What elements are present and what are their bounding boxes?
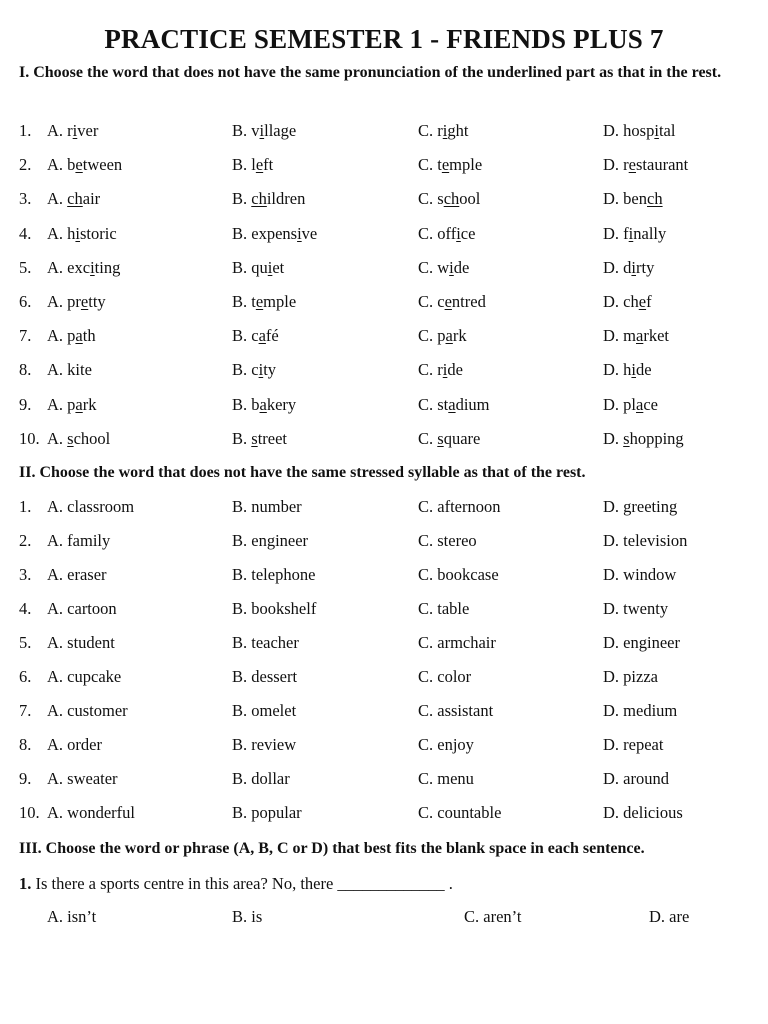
question-number: 5. — [19, 257, 32, 277]
option-d: D. shopping — [603, 428, 684, 448]
underlined-part: a — [636, 394, 644, 414]
underlined-part: e — [80, 292, 89, 311]
underlined-part: i — [442, 121, 448, 140]
question-row — [0, 223, 768, 247]
option-c: C. square — [418, 428, 481, 448]
question-number: 3. — [19, 565, 32, 584]
underlined-part: ch — [251, 189, 267, 209]
question-row — [0, 154, 768, 178]
question-row — [0, 734, 768, 758]
underlined-part: a — [636, 326, 644, 346]
option-a: A. sweater — [47, 769, 118, 788]
underlined-part: i — [449, 257, 454, 277]
option-b: B. café — [232, 326, 279, 346]
question-row — [0, 564, 768, 588]
option-d: D. greeting — [603, 497, 678, 516]
question-row — [0, 257, 768, 281]
option-a: A. cupcake — [47, 667, 122, 686]
section-2-heading: II. Choose the word that does not have the same stressed syllable as that of the rest. — [19, 464, 586, 481]
underlined-part: s — [251, 428, 258, 448]
option-a: A. classroom — [47, 497, 135, 516]
option-c: C. bookcase — [418, 565, 499, 584]
underlined-part: e — [638, 292, 647, 311]
question-row — [0, 120, 768, 144]
answer-option-a: A. isn’t — [47, 907, 97, 926]
underlined-part: s — [67, 428, 74, 448]
option-b: B. bakery — [232, 394, 297, 414]
option-c: C. menu — [418, 769, 474, 788]
question-number: 8. — [19, 360, 32, 380]
option-a: A. student — [47, 633, 115, 652]
option-d: D. chef — [603, 292, 652, 311]
answer-option-d: D. are — [649, 907, 690, 926]
underlined-part: e — [255, 292, 264, 311]
question-number: 6. — [19, 292, 32, 311]
underlined-part: s — [437, 428, 444, 448]
underlined-part: a — [448, 394, 456, 414]
option-c: C. color — [418, 667, 472, 686]
option-b: B. popular — [232, 803, 302, 822]
page-title: PRACTICE SEMESTER 1 - FRIENDS PLUS 7 — [104, 24, 664, 54]
option-a: A. park — [47, 394, 97, 414]
underlined-part: i — [75, 223, 81, 243]
question-number: 7. — [19, 701, 32, 720]
option-c: C. afternoon — [418, 497, 501, 516]
option-b: B. street — [232, 428, 287, 448]
question-row — [0, 496, 768, 520]
option-a: A. family — [47, 531, 111, 550]
question-row — [0, 188, 768, 212]
underlined-part: i — [72, 121, 78, 140]
underlined-part: e — [628, 155, 636, 175]
option-d: D. around — [603, 769, 669, 788]
option-d: D. restaurant — [603, 155, 689, 175]
question-number: 3. — [19, 189, 32, 209]
underlined-part: i — [297, 223, 302, 243]
underlined-part: i — [631, 257, 637, 277]
option-d: D. bench — [603, 189, 663, 209]
question-1 — [19, 873, 453, 895]
underlined-part: ch — [443, 189, 460, 209]
option-b: B. city — [232, 360, 277, 380]
underlined-part: a — [75, 326, 83, 346]
option-a: A. between — [47, 155, 123, 175]
underlined-part: ch — [67, 189, 83, 209]
underlined-part: a — [259, 394, 267, 414]
question-number: 2. — [19, 531, 32, 550]
underlined-part: a — [445, 326, 453, 346]
question-number: 5. — [19, 633, 32, 652]
question-row — [0, 530, 768, 554]
option-c: C. countable — [418, 803, 502, 822]
option-b: B. telephone — [232, 565, 316, 584]
question-row — [0, 666, 768, 690]
question-number: 1. — [19, 121, 32, 140]
option-a: A. order — [47, 735, 102, 754]
option-c: C. ride — [418, 360, 463, 380]
option-a: A. customer — [47, 701, 128, 720]
option-b: B. engineer — [232, 531, 309, 550]
option-c: C. school — [418, 189, 481, 209]
option-c: C. stadium — [418, 394, 490, 414]
question-row — [0, 598, 768, 622]
option-b: B. children — [232, 189, 306, 209]
option-d: D. twenty — [603, 599, 669, 618]
question-text: Is there a sports centre in this area? No, there _____________ . — [31, 874, 453, 893]
question-row — [0, 700, 768, 724]
option-b: B. quiet — [232, 257, 285, 277]
option-b: B. village — [232, 121, 297, 140]
option-c: C. assistant — [418, 701, 494, 720]
option-d: D. window — [603, 565, 677, 584]
underlined-part: e — [75, 155, 83, 175]
option-b: B. number — [232, 497, 302, 516]
option-c: C. centred — [418, 292, 486, 311]
underlined-part: i — [654, 121, 659, 140]
option-c: C. stereo — [418, 531, 477, 550]
option-d: D. medium — [603, 701, 678, 720]
question-row — [0, 632, 768, 656]
answer-option-b: B. is — [232, 907, 263, 926]
question-number: 1. — [19, 874, 32, 893]
underlined-part: i — [628, 223, 634, 243]
option-b: B. temple — [232, 292, 297, 311]
option-a: A. exciting — [47, 257, 121, 277]
question-number: 4. — [19, 223, 32, 243]
underlined-part: i — [631, 360, 637, 380]
option-d: D. market — [603, 326, 669, 346]
option-c: C. park — [418, 326, 467, 346]
option-b: B. omelet — [232, 701, 297, 720]
option-b: B. dollar — [232, 769, 290, 788]
option-b: B. expensive — [232, 223, 318, 243]
question-number: 8. — [19, 735, 32, 754]
option-d: D. dirty — [603, 257, 655, 277]
option-b: B. bookshelf — [232, 599, 317, 618]
option-a: A. path — [47, 326, 96, 346]
option-d: D. repeat — [603, 735, 664, 754]
option-c: C. armchair — [418, 633, 496, 652]
question-row — [0, 428, 768, 452]
option-d: D. hide — [603, 360, 652, 380]
answer-option-c: C. aren’t — [464, 907, 522, 926]
underlined-part: i — [456, 223, 461, 243]
underlined-part: i — [442, 360, 448, 380]
underlined-part: e — [444, 292, 452, 311]
underlined-part: i — [258, 360, 264, 380]
question-number: 10. — [19, 803, 40, 822]
option-a: A. pretty — [47, 292, 106, 311]
underlined-part: e — [255, 155, 264, 175]
question-number: 2. — [19, 155, 32, 175]
option-a: A. kite — [47, 360, 92, 380]
question-row — [0, 802, 768, 826]
option-d: D. place — [603, 394, 658, 414]
question-row — [0, 325, 768, 349]
underlined-part: s — [623, 428, 630, 448]
underlined-part: i — [259, 121, 265, 140]
option-a: A. river — [47, 121, 99, 140]
underlined-part: a — [258, 326, 266, 346]
option-c: C. wide — [418, 257, 470, 277]
option-d: D. engineer — [603, 633, 680, 652]
option-a: A. chair — [47, 189, 101, 209]
option-c: C. table — [418, 599, 470, 618]
question-number: 4. — [19, 599, 32, 618]
option-b: B. teacher — [232, 633, 299, 652]
option-b: B. left — [232, 155, 274, 175]
underlined-part: ch — [647, 189, 663, 209]
option-c: C. enjoy — [418, 735, 474, 754]
underlined-part: a — [75, 394, 83, 414]
option-a: A. eraser — [47, 565, 107, 584]
option-d: D. finally — [603, 223, 667, 243]
option-d: D. television — [603, 531, 688, 550]
option-c: C. right — [418, 121, 469, 140]
underlined-part: i — [267, 257, 273, 277]
question-number: 6. — [19, 667, 32, 686]
option-b: B. dessert — [232, 667, 298, 686]
section-3-heading: III. Choose the word or phrase (A, B, C or D) that best fits the blank space in each sentence. — [19, 840, 645, 857]
underlined-part: i — [90, 257, 95, 277]
question-row — [0, 291, 768, 315]
question-number: 9. — [19, 394, 32, 414]
option-b: B. review — [232, 735, 297, 754]
question-row — [0, 359, 768, 383]
section-1-heading: I. Choose the word that does not have the same pronunciation of the underlined part as that in the rest. — [19, 64, 722, 81]
option-c: C. temple — [418, 155, 483, 175]
option-d: D. pizza — [603, 667, 658, 686]
question-row — [0, 394, 768, 418]
question-number: 10. — [19, 428, 40, 448]
underlined-part: e — [441, 155, 450, 175]
question-number: 7. — [19, 326, 32, 346]
option-a: A. school — [47, 428, 111, 448]
question-row — [0, 768, 768, 792]
option-d: D. hospital — [603, 121, 676, 140]
option-a: A. wonderful — [47, 803, 135, 822]
question-number: 9. — [19, 769, 32, 788]
option-c: C. office — [418, 223, 476, 243]
question-number: 1. — [19, 497, 32, 516]
option-d: D. delicious — [603, 803, 683, 822]
option-a: A. cartoon — [47, 599, 117, 618]
option-a: A. historic — [47, 223, 117, 243]
